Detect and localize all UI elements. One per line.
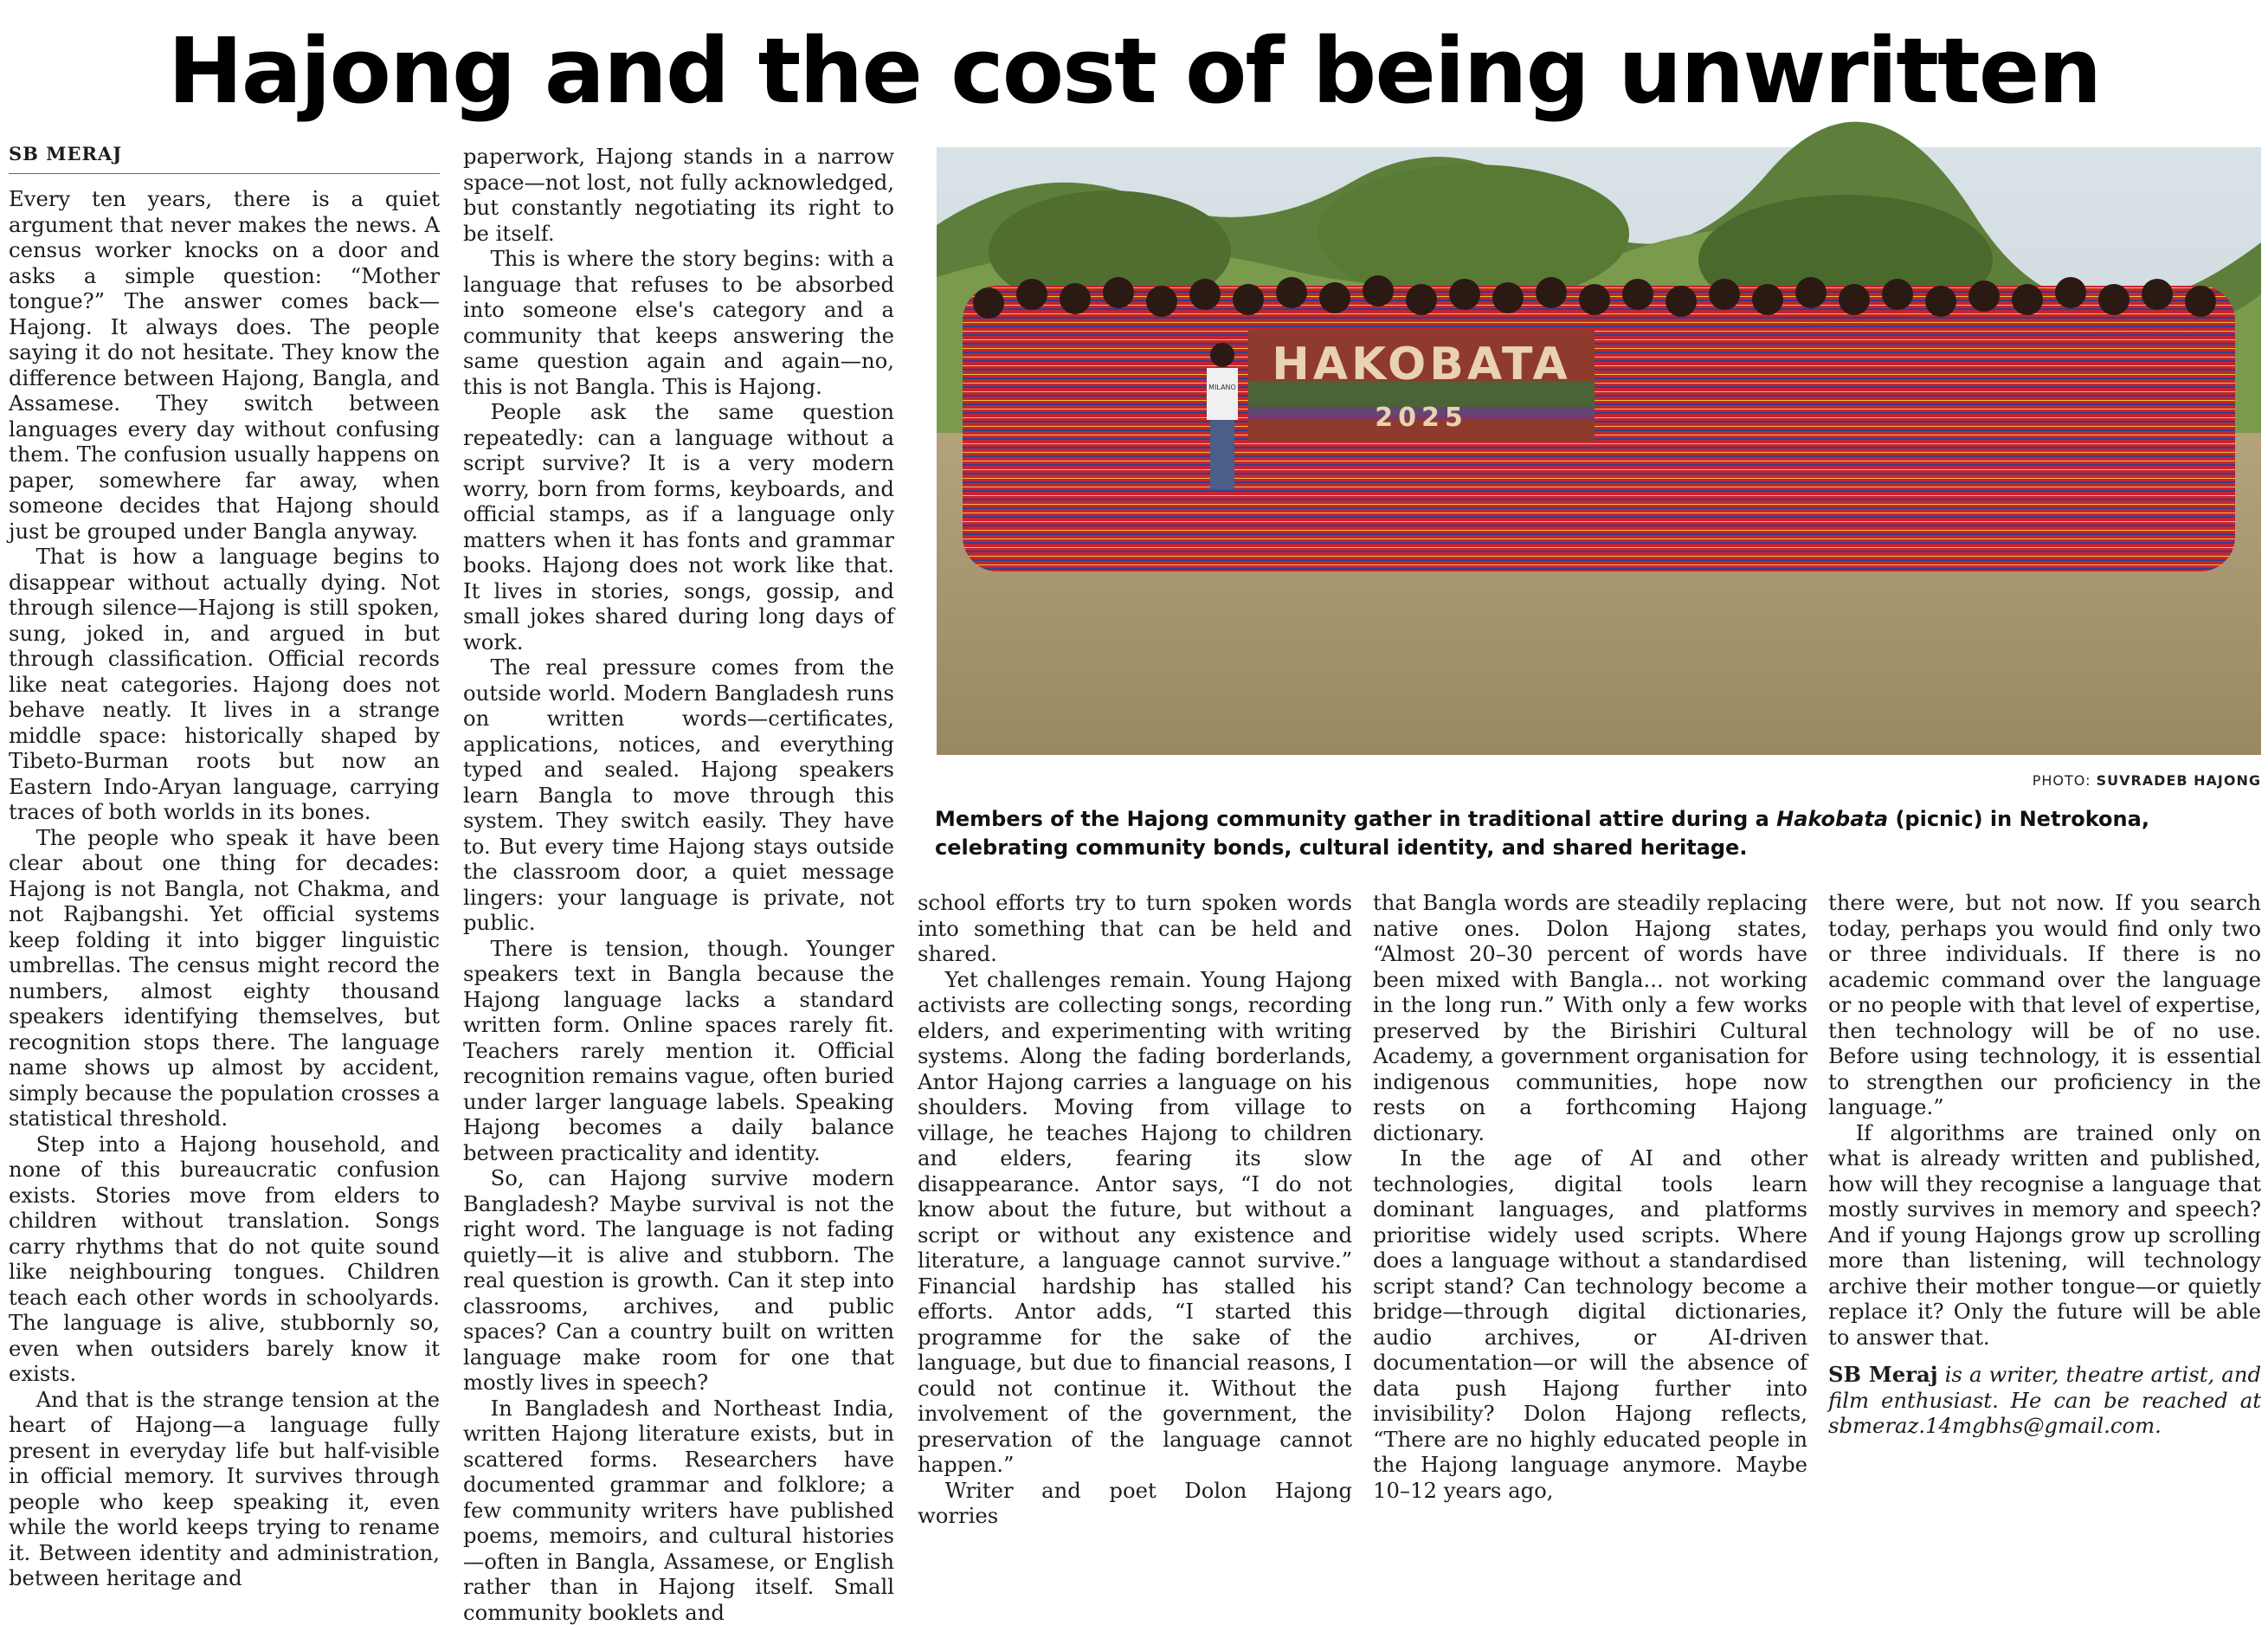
paragraph: Step into a Hajong household, and none of this bureaucratic confusion exists. Stories move from elders to children without translation. Songs carry rhythms that do not quite sound like neighbouring tongues. Children teach each other words in schoolyards. The language is alive, stubbornly so, even when outsiders barely know it exists. [9, 1132, 440, 1387]
svg-text:MILANO: MILANO [1208, 384, 1236, 391]
article-column-5 [1828, 890, 2261, 1423]
paragraph: In Bangladesh and Northeast India, written Hajong literature exists, but in scattered forms. Researchers have documented grammar and folklore; a few community writers have published poems, memoirs, and cultural histories—often in Bangla, Assamese, or English rather than in Hajong itself. Small community booklets and [463, 1396, 894, 1625]
paragraph: That is how a language begins to disappear without actually dying. Not through silence—Hajong is still spoken, sung, joked in, and argued in but through classification. Official records like neat categories. Hajong does not behave neatly. It lives in a strange middle space: historically shaped by Tibeto-Burman roots but now an Eastern Indo-Aryan language, carrying traces of both worlds in its bones. [9, 544, 440, 825]
photo-credit-label: PHOTO: [2033, 772, 2091, 789]
paragraph: Writer and poet Dolon Hajong worries [918, 1478, 1352, 1529]
paragraph: In the age of AI and other technologies, digital tools learn dominant languages, and platforms prioritise widely used scripts. Where does a language without a standardised script stand? Can technology become a bridge—through digital dictionaries, audio archives, or AI-driven documentation—or will the absence of data push Hajong further into invisibility? Dolon Hajong reflects, “There are no highly educated people in the Hajong language anymore. Maybe 10–12 years ago, [1373, 1145, 1807, 1503]
caption-text: Members of the Hajong community gather in traditional attire during a [935, 807, 1776, 831]
paragraph: Yet challenges remain. Young Hajong activists are collecting songs, recording elders, and experimenting with writing systems. Along the fading borderlands, Antor Hajong carries a language on his shoulders. Moving from village to village, he teaches Hajong to children and elders, fearing its slow disappearance. Antor says, “I do not know about the future, but without a script or without any existence and literature, a language cannot survive.” Financial hardship has stalled his efforts. Antor adds, “I started this programme for the sake of the language, but due to financial reasons, I could not continue it. Without the involvement of the government, the preservation of the language cannot happen.” [918, 967, 1352, 1478]
paragraph: The people who speak it have been clear about one thing for decades: Hajong is not Bangla, not Chakma, and not Rajbangshi. Yet official systems keep folding it into bigger linguistic umbrellas. The census might record the numbers, almost eighty thousand speakers identifying themselves, but recognition stops there. The language name shows up almost by accident, simply because the population crosses a statistical threshold. [9, 825, 440, 1132]
paragraph: This is where the story begins: with a language that refuses to be absorbed into someone else's category and a community that keeps answering the same question again and again—no, this is not Bangla. This is Hajong. [463, 246, 894, 399]
paragraph: school efforts try to turn spoken words into something that can be held and shared. [918, 890, 1352, 967]
photo-credit-name: SUVRADEB HAJONG [2097, 772, 2261, 789]
caption-text: (picnic) in Netrokona, celebrating community bonds, cultural identity, and shared heritage. [935, 807, 2149, 860]
author-bio [1828, 1362, 2261, 1439]
article-column-2 [463, 144, 894, 1423]
article-column-1 [9, 142, 440, 1423]
svg-text:2025: 2025 [1375, 403, 1468, 433]
paragraph: The real pressure comes from the outside world. Modern Bangladesh runs on written words—certificates, applications, notices, and everything typed and sealed. Hajong speakers learn Bangla to move through this system. They switch easily. They have to. But every time Hajong stays outside the classroom door, a quiet message lingers: your language is private, not public. [463, 655, 894, 936]
paragraph: paperwork, Hajong stands in a narrow space—not lost, not fully acknowledged, but constantly negotiating its right to be itself. [463, 144, 894, 246]
author-name: SB Meraj [1828, 1362, 1938, 1387]
headline: Hajong and the cost of being unwritten [0, 16, 2268, 126]
photo-credit [2033, 772, 2261, 789]
caption-term: Hakobata [1776, 807, 1888, 831]
group-of-people [963, 275, 2235, 571]
paragraph: So, can Hajong survive modern Bangladesh? Maybe survival is not the right word. The language is not fading quietly—it is alive and stubborn. The real question is growth. Can it step into classrooms, archives, and public spaces? Can a country built on written language make room for one that mostly lives in speech? [463, 1165, 894, 1396]
photo-illustration [937, 147, 2261, 755]
article-column-3 [918, 890, 1352, 1423]
hakobata-banner [1248, 329, 1595, 442]
paragraph: Every ten years, there is a quiet argument that never makes the news. A census worker knocks on a door and asks a simple question: “Mother tongue?” The answer comes back—Hajong. It always does. The people saying it do not hesitate. They know the difference between Hajong, Bangla, and Assamese. They switch between languages every day without confusing them. The confusion usually happens on paper, somewhere far away, when someone decides that Hajong should just be grouped under Bangla anyway. [9, 186, 440, 544]
paragraph: There is tension, though. Younger speakers text in Bangla because the Hajong language lacks a standard written form. Online spaces rarely fit. Teachers rarely mention it. Official recognition remains vague, often buried under larger language labels. Speaking Hajong becomes a daily balance between practicality and identity. [463, 936, 894, 1166]
article-column-4 [1373, 890, 1807, 1423]
paragraph: that Bangla words are steadily replacing native ones. Dolon Hajong states, “Almost 20–30 percent of words have been mixed with Bangla... not working in the long run.” With only a few works preserved by the Birishiri Cultural Academy, a government organisation for indigenous communities, hope now rests on a forthcoming Hajong dictionary. [1373, 890, 1807, 1145]
photo-caption [935, 805, 2259, 862]
paragraph: If algorithms are trained only on what is already written and published, how will they recognise a language that mostly survives in memory and speech? And if young Hajongs grow up scrolling more than listening, will technology archive their mother tongue—or quietly replace it? Only the future will be able to answer that. [1828, 1120, 2261, 1351]
author-bio-text: is a writer, theatre artist, and film enthusiast. He can be reached at sbmeraz.14mgbhs@gmail.com. [1828, 1362, 2261, 1438]
paragraph: And that is the strange tension at the heart of Hajong—a language fully present in everyday life but half-visible in official memory. It survives through people who keep speaking it, even while the world keeps trying to rename it. Between identity and administration, between heritage and [9, 1387, 440, 1591]
paragraph: there were, but not now. If you search today, perhaps you would find only two or three individuals. If there is no academic command over the language or no people with that level of expertise, then technology will be of no use. Before using technology, it is essential to strengthen our proficiency in the language.” [1828, 890, 2261, 1120]
community-photo [937, 147, 2261, 755]
paragraph: People ask the same question repeatedly: can a language without a script survive? It is a very modern worry, born from forms, keyboards, and official stamps, as if a language only matters when it has fonts and grammar books. Hajong does not work like that. It lives in stories, songs, gossip, and small jokes shared during long days of work. [463, 399, 894, 655]
byline: SB MERAJ [9, 142, 440, 174]
svg-text:HAKOBATA: HAKOBATA [1272, 339, 1570, 390]
